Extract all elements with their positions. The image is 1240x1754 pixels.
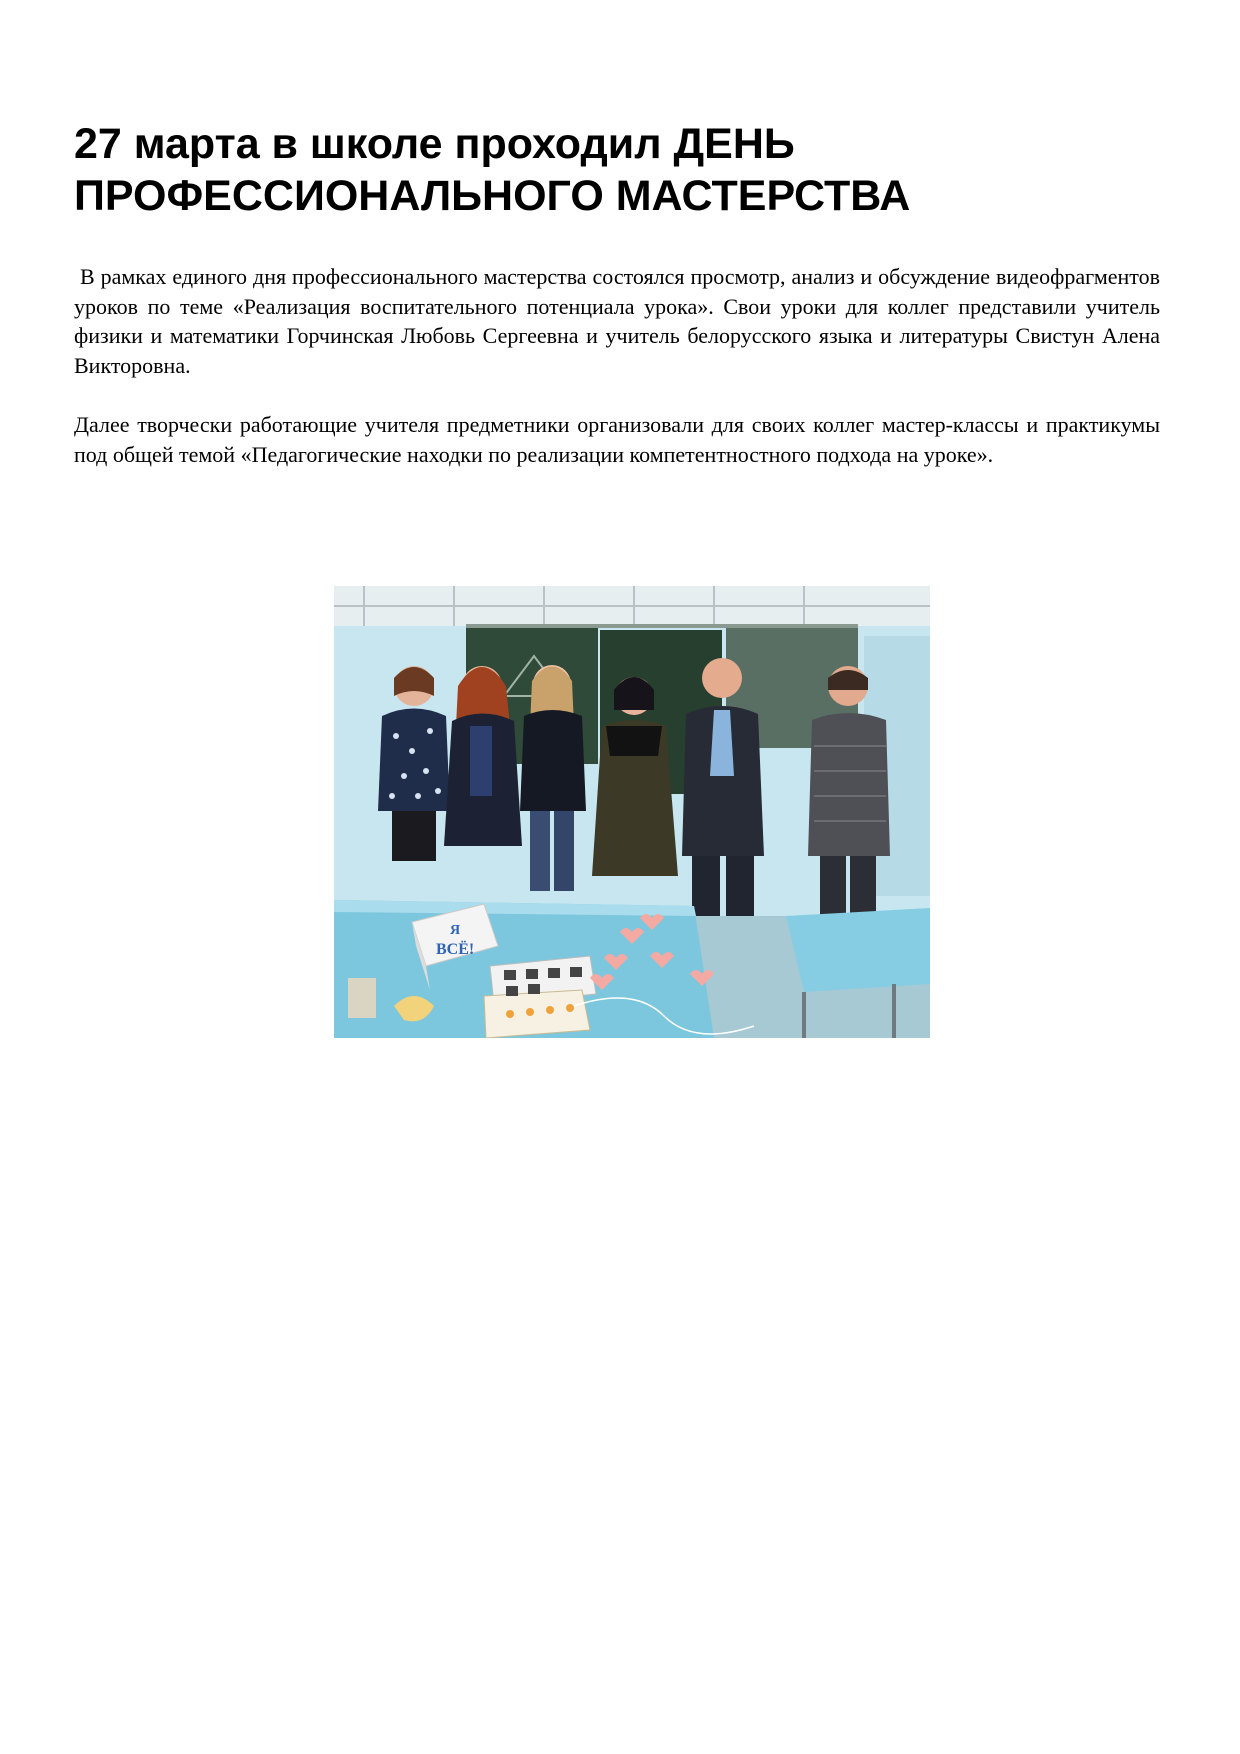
group-photo-illustration <box>334 586 930 1038</box>
group-photo <box>334 586 930 1038</box>
box-text-line-2: ВСЁ! <box>436 941 475 958</box>
box-text-line-1: Я <box>450 923 461 938</box>
article-title: 27 марта в школе проходил ДЕНЬ ПРОФЕССИОНАЛЬНОГО МАСТЕРСТВА <box>74 120 911 220</box>
article-paragraph-2: Далее творчески работающие учителя предметники организовали для своих коллег мастер-классы и практикумы под общей темой «Педагогические находки по реализации компетентностного подхода на уроке». <box>74 412 1160 467</box>
article-paragraph-1: В рамках единого дня профессионального мастерства состоялся просмотр, анализ и обсуждение видеофрагментов уроков по теме «Реализация воспитательного потенциала урока». Свои уроки для коллег представили учитель физики и математики Горчинская Любовь Сергеевна и учитель белорусского языка и литературы Свистун Алена Викторовна. <box>74 264 1160 378</box>
